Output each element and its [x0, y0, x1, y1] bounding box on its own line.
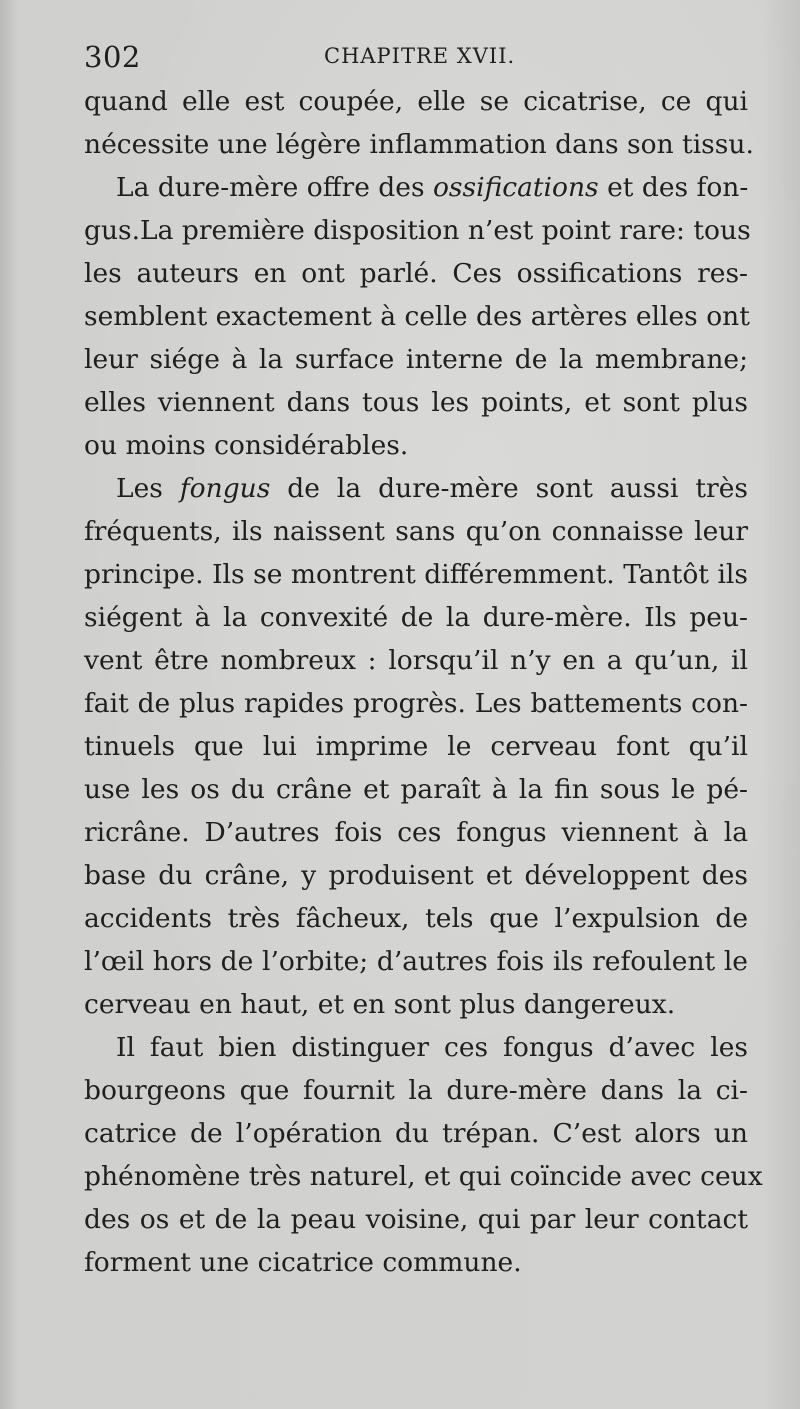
italic-term: fongus — [179, 473, 271, 504]
text-line: bourgeons que fournit la dure-mère dans la ci- — [84, 1075, 748, 1106]
text-line: fait de plus rapides progrès. Les battements con- — [84, 688, 748, 719]
text-line: des os et de la peau voisine, qui par leur contact — [84, 1204, 748, 1235]
text-segment: Les — [116, 473, 180, 504]
text-line: Il faut bien distinguer ces fongus d’avec les — [116, 1032, 748, 1063]
text-line: fréquents, ils naissent sans qu’on connaisse leur — [84, 516, 748, 547]
text-line: accidents très fâcheux, tels que l’expulsion de — [84, 903, 748, 934]
text-segment: de la dure-mère sont aussi très — [270, 473, 748, 504]
text-line: principe. Ils se montrent différemment. Tantôt ils — [84, 559, 748, 590]
paragraph-4 — [84, 1026, 763, 1284]
paragraph-1 — [84, 80, 754, 166]
text-line: forment une cicatrice commune. — [84, 1247, 522, 1278]
text-line: les auteurs en ont parlé. Ces ossifications res- — [84, 258, 748, 289]
text-line: phénomène très naturel, et qui coïncide avec ceux — [84, 1161, 763, 1192]
text-line: base du crâne, y produisent et développent des — [84, 860, 748, 891]
text-line: leur siége à la surface interne de la membrane; — [84, 344, 748, 375]
page-header — [84, 40, 748, 80]
text-line: vent être nombreux : lorsqu’il n’y en a qu’un, il — [84, 645, 748, 676]
paragraph-3 — [84, 467, 748, 1026]
text-line: cerveau en haut, et en sont plus dangereux. — [84, 989, 676, 1020]
text-segment: et des fon- — [598, 172, 749, 203]
text-line: ou moins considérables. — [84, 430, 409, 461]
running-head: CHAPITRE XVII. — [324, 44, 516, 68]
text-line — [84, 467, 748, 510]
text-line: l’œil hors de l’orbite; d’autres fois ils refoulent le — [84, 946, 748, 977]
text-line: siégent à la convexité de la dure-mère. Ils peu- — [84, 602, 748, 633]
body-text — [84, 80, 763, 1284]
text-line: semblent exactement à celle des artères elles ont — [84, 301, 750, 332]
text-line: ricrâne. D’autres fois ces fongus viennent à la — [84, 817, 748, 848]
text-line: elles viennent dans tous les points, et sont plus — [84, 387, 748, 418]
text-segment: La dure-mère offre des — [116, 172, 433, 203]
text-line: nécessite une légère inflammation dans son tissu. — [84, 129, 754, 160]
text-line — [84, 166, 748, 209]
page-number: 302 — [84, 40, 141, 74]
italic-term: ossifications — [432, 172, 599, 203]
text-line: gus.La première disposition n’est point rare: tous — [84, 215, 751, 246]
text-line: use les os du crâne et paraît à la fin sous le pé- — [84, 774, 748, 805]
text-line: tinuels que lui imprime le cerveau font qu’il — [84, 731, 748, 762]
text-line: catrice de l’opération du trépan. C’est alors un — [84, 1118, 748, 1149]
text-line: quand elle est coupée, elle se cicatrise, ce qui — [84, 86, 748, 117]
paragraph-2 — [84, 166, 751, 467]
